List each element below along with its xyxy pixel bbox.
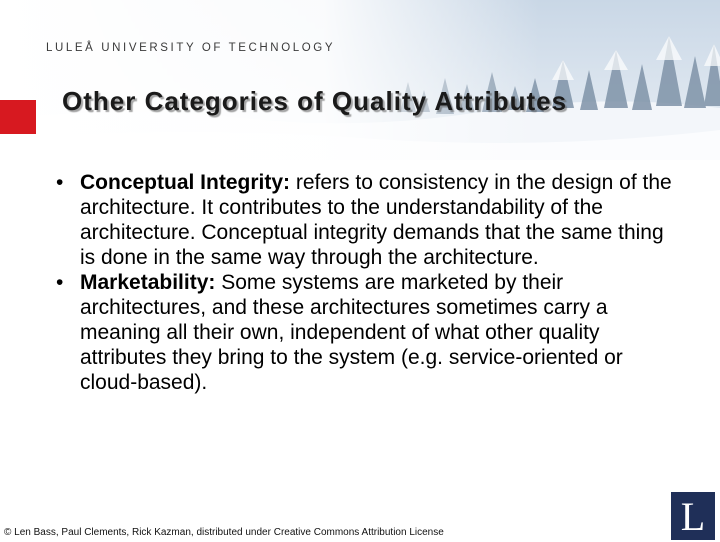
copyright-footer: © Len Bass, Paul Clements, Rick Kazman, distributed under Creative Commons Attribution License <box>4 527 444 538</box>
bullet-term: Marketability: <box>80 271 216 294</box>
bullet-dot-icon: • <box>56 271 64 294</box>
bullet-item-marketability <box>52 270 672 395</box>
university-name: LULEÅ UNIVERSITY OF TECHNOLOGY <box>46 42 336 54</box>
winter-banner <box>0 0 720 160</box>
bullet-list <box>52 170 672 395</box>
slide-title: Other Categories of Quality Attributes <box>62 86 568 116</box>
bullet-term: Conceptual Integrity: <box>80 171 291 194</box>
logo-letter: L <box>680 494 706 539</box>
bullet-text: Some systems are marketed by their architectures, and these architectures sometimes carry a meaning all their own, independent of what other quality attributes they bring to the system (e.g. service-oriented or cloud-based). <box>80 271 623 394</box>
snowy-landscape-image <box>0 0 720 160</box>
bullet-text: refers to consistency in the design of the architecture. It contributes to the understandability of the architecture. Conceptual integrity demands that the same thing is done in the same way through the architecture. <box>80 171 672 269</box>
accent-square <box>0 100 36 134</box>
bullet-item-conceptual-integrity <box>52 170 672 270</box>
bullet-dot-icon: • <box>56 171 64 194</box>
university-logo <box>671 492 715 540</box>
